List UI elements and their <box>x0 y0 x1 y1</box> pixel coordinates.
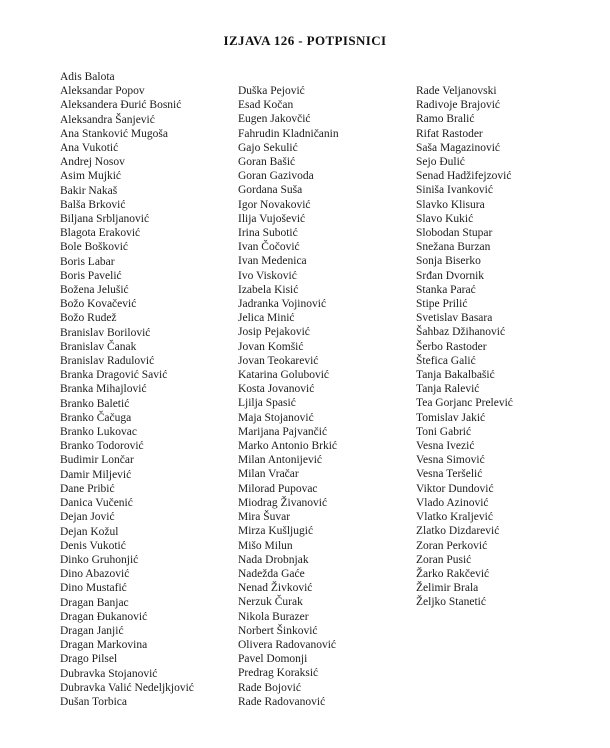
signatory-name: Dušan Torbica <box>60 695 128 708</box>
signatory-name: Damir Miljević <box>60 468 132 481</box>
signatory-name: Esad Kočan <box>238 99 294 112</box>
signatory-name: Štefica Galić <box>416 354 476 367</box>
signatory-name: Nerzuk Čurak <box>238 596 303 609</box>
signatory-name: Ivo Visković <box>238 269 297 282</box>
signatory-name: Bole Bošković <box>60 241 129 254</box>
signatory-name: Bakir Nakaš <box>60 184 118 197</box>
signatory-name: Milan Antonijević <box>238 454 323 467</box>
signatory-name: Olivera Radovanović <box>238 638 337 651</box>
signatory-name: Jovan Komšić <box>238 340 304 353</box>
signatory-name: Dane Pribić <box>60 482 115 495</box>
signatory-name: Srđan Dvornik <box>416 269 485 282</box>
signatory-name: Milorad Pupovac <box>238 482 318 495</box>
signatory-name: Šahbaz Džihanović <box>416 326 506 339</box>
signatory-name: Vlado Azinović <box>416 496 489 509</box>
signatory-name: Ivan Medenica <box>238 255 307 268</box>
signatory-name: Vesna Ivezić <box>416 440 475 453</box>
signatory-name: Nikola Burazer <box>238 610 309 623</box>
signatory-name: Radivoje Brajović <box>416 99 500 112</box>
signatory-name: Ana Vukotić <box>60 142 119 155</box>
signatory-name: Milan Vračar <box>238 468 299 481</box>
signatory-name: Ilija Vujošević <box>238 212 306 225</box>
signatory-name: Denis Vukotić <box>60 539 126 552</box>
signatory-name: Gordana Suša <box>238 184 303 197</box>
signatory-name: Rade Veljanovski <box>416 85 497 97</box>
signatory-name: Josip Pejaković <box>238 326 310 339</box>
signatory-name: Ramo Bralić <box>416 113 475 126</box>
signatory-name: Adis Balota <box>60 71 115 83</box>
signatory-name: Predrag Koraksić <box>238 667 319 680</box>
signatory-name: Stanka Parać <box>416 283 476 296</box>
signatory-name: Tanja Bakalbašić <box>416 369 495 382</box>
signatory-name: Branislav Borilović <box>60 326 151 339</box>
signatory-name: Dragan Đukanović <box>60 610 148 623</box>
signatory-name: Žarko Rakčević <box>416 567 490 580</box>
signatory-name: Željko Stanetić <box>416 596 486 609</box>
signatory-name: Stipe Prilić <box>416 298 468 311</box>
signatory-name: Kosta Jovanović <box>238 383 315 396</box>
signatory-columns <box>60 70 610 709</box>
signatory-name: Miodrag Živanović <box>238 496 328 509</box>
signatory-name: Ana Stanković Mugoša <box>60 127 168 140</box>
signatory-name: Nadežda Gaće <box>238 567 305 580</box>
signatory-name: Sejo Đulić <box>416 156 465 169</box>
signatory-name: Duška Pejović <box>238 85 305 97</box>
signatory-name: Budimir Lončar <box>60 454 134 467</box>
signatory-name: Svetislav Basara <box>416 312 493 325</box>
signatory-name: Branislav Radulović <box>60 355 155 368</box>
signatory-name: Marko Antonio Brkić <box>238 440 338 453</box>
signatory-name: Andrej Nosov <box>60 156 125 169</box>
signatory-name: Dragan Banjac <box>60 596 129 609</box>
signatory-name: Dinko Gruhonjić <box>60 553 139 566</box>
signatory-name: Tanja Ralević <box>416 383 480 396</box>
signatory-name: Jelica Minić <box>238 312 295 325</box>
signatory-name: Mirza Kušljugić <box>238 525 314 538</box>
signatory-name: Branko Baletić <box>60 397 130 410</box>
signatory-name: Igor Novaković <box>238 198 311 211</box>
signatory-name: Rade Bojović <box>238 681 301 694</box>
signatory-name: Dragan Janjić <box>60 624 124 637</box>
signatory-name: Boris Labar <box>60 255 115 268</box>
signatory-name: Marijana Pajvančić <box>238 425 328 438</box>
signatory-name: Asim Mujkić <box>60 170 122 183</box>
signatory-name: Rifat Rastoder <box>416 127 483 140</box>
signatory-name: Slavko Klisura <box>416 198 485 211</box>
signatory-name: Katarina Golubović <box>238 369 330 382</box>
signatory-column-1 <box>60 70 238 709</box>
signatory-name: Dubravka Stojanović <box>60 667 158 680</box>
signatory-name: Maja Stojanović <box>238 411 314 424</box>
signatory-name: Dino Mustafić <box>60 582 127 595</box>
signatory-name: Blagota Eraković <box>60 227 141 240</box>
signatory-name: Viktor Dundović <box>416 482 494 495</box>
signatory-name: Toni Gabrić <box>416 425 472 438</box>
signatory-name: Branko Čačuga <box>60 411 132 424</box>
signatory-name: Zoran Pusić <box>416 553 472 566</box>
page-title: IZJAVA 126 - POTPISNICI <box>223 33 387 48</box>
signatory-name: Gajo Sekulić <box>238 141 298 154</box>
signatory-name: Aleksandar Popov <box>60 85 145 98</box>
signatory-name: Slavo Kukić <box>416 212 474 225</box>
signatory-name: Eugen Jakovčić <box>238 113 311 126</box>
signatory-name: Dejan Kožul <box>60 525 119 538</box>
signatory-name: Branka Dragović Savić <box>60 369 168 382</box>
signatory-name: Tomislav Jakić <box>416 411 486 424</box>
signatory-name: Nada Drobnjak <box>238 553 309 566</box>
signatory-name: Jovan Teokarević <box>238 354 319 367</box>
signatory-name: Danica Vučenić <box>60 497 133 510</box>
signatory-name: Želimir Brala <box>416 582 479 595</box>
signatory-name: Snežana Burzan <box>416 241 491 254</box>
signatory-name: Šerbo Rastoder <box>416 340 487 353</box>
signatory-name: Mišo Milun <box>238 539 293 552</box>
signatory-name: Dubravka Valić Nedeljkjović <box>60 681 194 694</box>
signatory-name: Dragan Markovina <box>60 639 148 652</box>
signatory-name: Zlatko Dizdarević <box>416 525 500 538</box>
signatory-name: Balša Brković <box>60 198 126 211</box>
signatory-name: Branislav Čanak <box>60 340 137 353</box>
signatory-name: Drago Pilsel <box>60 653 118 666</box>
signatory-column-3 <box>416 70 594 709</box>
signatory-name: Rade Radovanović <box>238 695 326 708</box>
signatory-name: Saša Magazinović <box>416 141 500 154</box>
signatory-name: Aleksandera Đurić Bosnić <box>60 99 182 112</box>
signatory-name: Branka Mihajlović <box>60 383 147 396</box>
signatory-name: Dejan Jović <box>60 511 115 524</box>
signatory-name: Slobodan Stupar <box>416 227 493 240</box>
signatory-name: Senad Hadžifejzović <box>416 170 512 183</box>
signatory-name: Vlatko Kraljević <box>416 511 493 524</box>
signatory-name: Siniša Ivanković <box>416 184 493 197</box>
signatory-name: Aleksandra Šanjević <box>60 113 155 126</box>
signatory-name: Norbert Šinković <box>238 624 318 637</box>
signatory-name: Fahrudin Kladničanin <box>238 127 339 140</box>
signatory-name: Branko Lukovac <box>60 426 137 439</box>
signatory-name: Božena Jelušić <box>60 284 129 297</box>
signatory-name: Dino Abazović <box>60 568 130 581</box>
signatory-name: Mira Šuvar <box>238 511 291 524</box>
signatory-name: Ljilja Spasić <box>238 397 296 410</box>
signatory-name: Nenad Živković <box>238 582 313 595</box>
signatory-name: Biljana Srbljanović <box>60 213 150 226</box>
signatory-name: Izabela Kisić <box>238 283 299 296</box>
signatory-name: Zoran Perković <box>416 539 488 552</box>
signatory-name: Ivan Čočović <box>238 241 300 254</box>
signatory-name: Jadranka Vojinović <box>238 298 327 311</box>
signatory-name: Irina Subotić <box>238 227 298 240</box>
signatory-name: Božo Kovačević <box>60 298 137 311</box>
signatory-name: Boris Pavelić <box>60 269 122 282</box>
signatory-name: Vesna Teršelić <box>416 468 483 481</box>
signatory-name: Branko Todorović <box>60 440 144 453</box>
signatory-column-2 <box>238 70 416 709</box>
signatory-name: Goran Bašić <box>238 156 296 169</box>
signatory-name: Pavel Domonji <box>238 653 308 666</box>
signatory-name: Božo Rudež <box>60 312 117 325</box>
signatory-name: Vesna Simović <box>416 454 485 467</box>
signatory-name: Tea Gorjanc Prelević <box>416 397 513 410</box>
signatory-name: Goran Gazivoda <box>238 170 314 183</box>
signatory-name: Sonja Biserko <box>416 255 481 268</box>
